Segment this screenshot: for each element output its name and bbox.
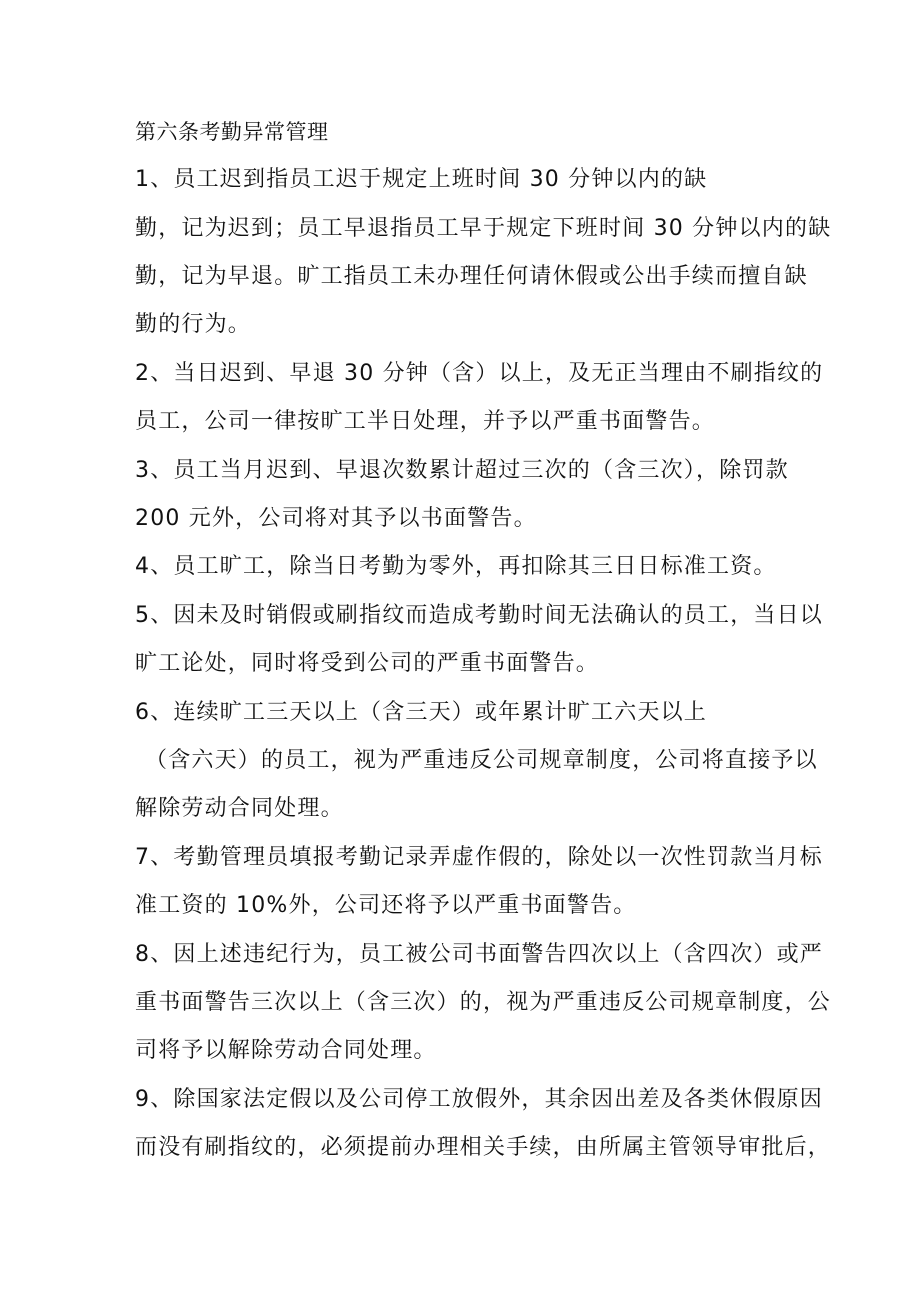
text-line: 8、因上述违纪行为，员工被公司书面警告四次以上（含四次）或严 [135, 942, 823, 967]
text-line: 2、当日迟到、早退 30 分钟（含）以上，及无正当理由不刷指纹的 [135, 361, 824, 386]
text-line: 重书面警告三次以上（含三次）的，视为严重违反公司规章制度，公 [135, 990, 832, 1015]
text-line: 司将予以解除劳动合同处理。 [135, 1038, 437, 1063]
text-line: 勤，记为迟到；员工早退指员工早于规定下班时间 30 分钟以内的缺 [135, 216, 832, 241]
text-line: 6、连续旷工三天以上（含三天）或年累计旷工六天以上 [135, 700, 707, 725]
text-line: 而没有刷指纹的，必须提前办理相关手续，由所属主管领导审批后， [135, 1135, 832, 1160]
text-line: 3、员工当月迟到、早退次数累计超过三次的（含三次），除罚款 [135, 458, 789, 483]
text-line: 勤，记为早退。旷工指员工未办理任何请休假或公出手续而擅自缺 [135, 264, 808, 289]
text-line: 5、因未及时销假或刷指纹而造成考勤时间无法确认的员工，当日以 [135, 603, 823, 628]
section-title: 第六条考勤异常管理 [135, 120, 329, 144]
text-line: 200 元外，公司将对其予以书面警告。 [135, 506, 537, 531]
text-line: 9、除国家法定假以及公司停工放假外，其余因出差及各类休假原因 [135, 1087, 823, 1112]
text-line: 解除劳动合同处理。 [135, 796, 344, 821]
text-line: 1、员工迟到指员工迟于规定上班时间 30 分钟以内的缺 [135, 167, 708, 192]
text-line: 7、考勤管理员填报考勤记录弄虚作假的，除处以一次性罚款当月标 [135, 845, 823, 870]
text-line: 勤的行为。 [135, 312, 252, 337]
text-line: 旷工论处，同时将受到公司的严重书面警告。 [135, 651, 600, 676]
text-line: 员工，公司一律按旷工半日处理，并予以严重书面警告。 [135, 409, 716, 434]
text-line: 准工资的 10%外，公司还将予以严重书面警告。 [135, 893, 637, 918]
text-line: （含六天）的员工，视为严重违反公司规章制度，公司将直接予以 [145, 748, 818, 773]
text-line: 4、员工旷工，除当日考勤为零外，再扣除其三日日标准工资。 [135, 554, 777, 579]
